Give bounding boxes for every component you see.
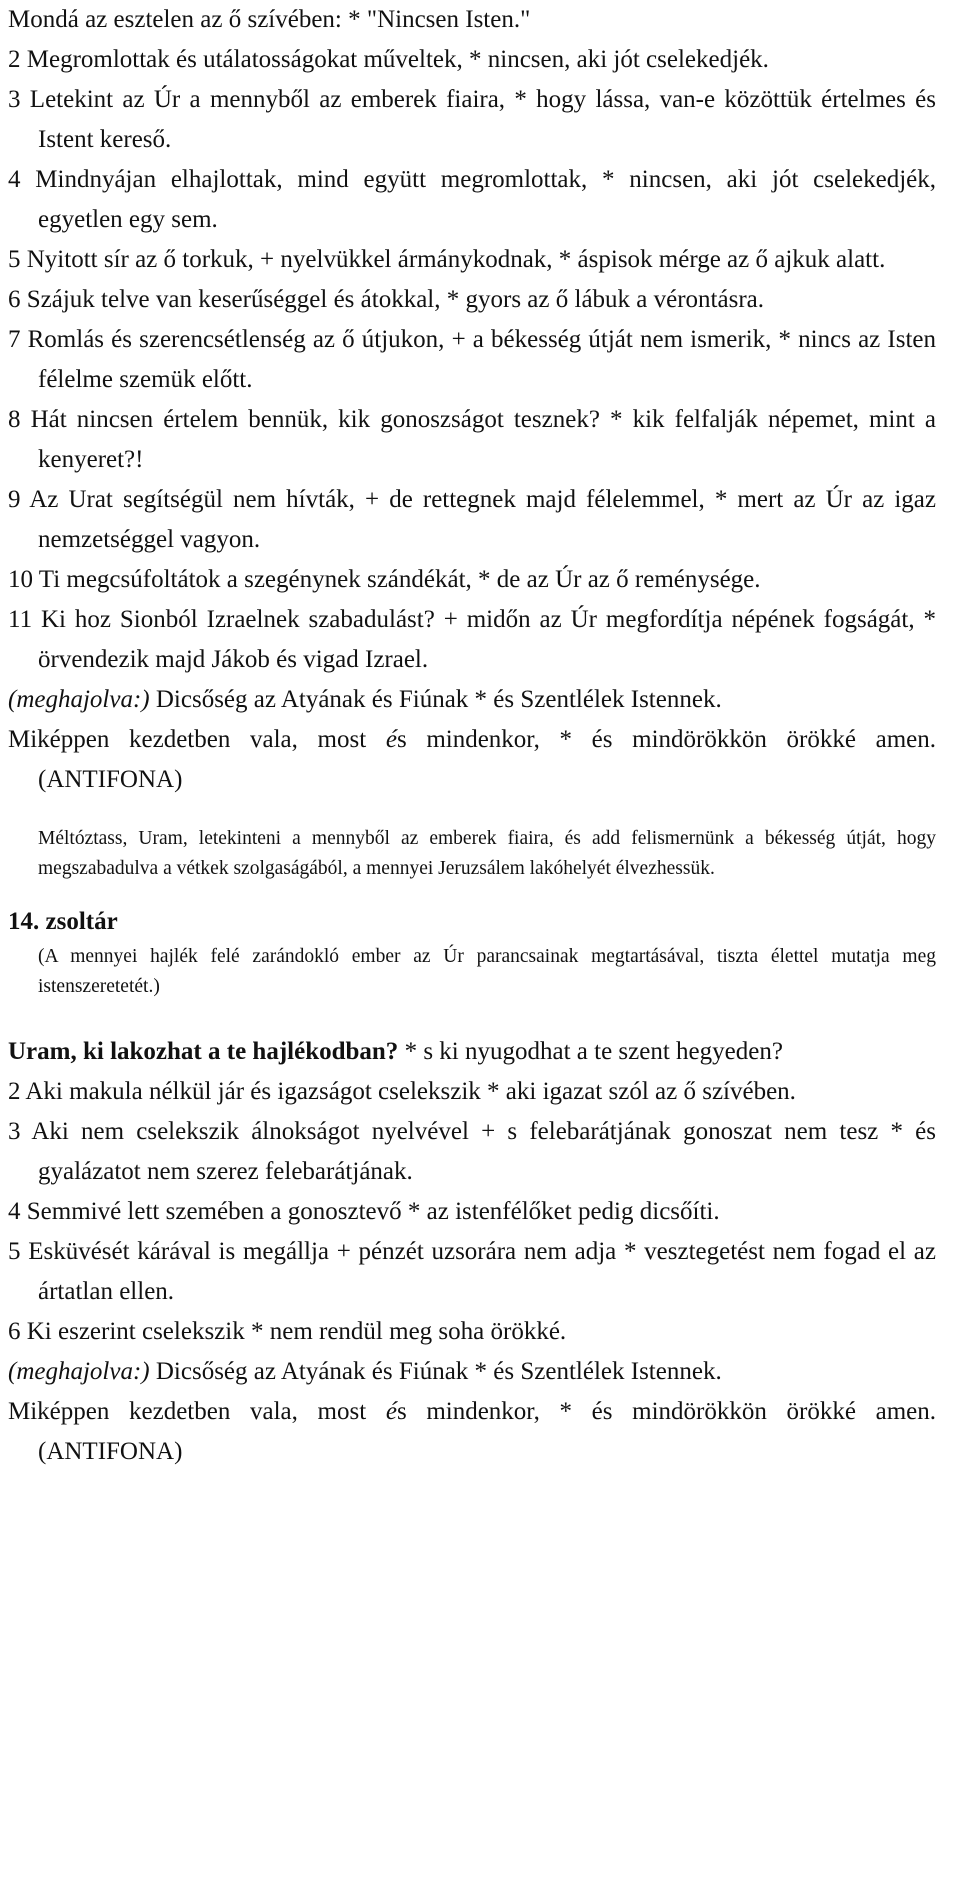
verse-9: 9 Az Urat segítségül nem hívták, + de rettegnek majd félelemmel, * mert az Úr az igaz nemzetséggel vagyon. — [8, 486, 936, 553]
psalm-14-verse-1-rest: * s ki nyugodhat a te szent hegyeden? — [398, 1038, 783, 1065]
psalm-14-verse-5: 5 Esküvését kárával is megállja + pénzét uzsorára nem adja * vesztegetést nem fogad el az ártatlan ellen. — [8, 1238, 936, 1305]
verse-7: 7 Romlás és szerencsétlenség az ő útjukon, + a békesség útját nem ismerik, * nincs az Isten félelme szemük előtt. — [8, 326, 936, 393]
psalm-14-gloria-patri — [8, 1352, 936, 1392]
verse-2: 2 Megromlottak és utálatosságokat műveltek, * nincsen, aki jót cselekedjék. — [8, 46, 769, 73]
psalm-14-verse-6: 6 Ki eszerint cselekszik * nem rendül meg soha örökké. — [8, 1318, 567, 1345]
psalm-14-verse-3: 3 Aki nem cselekszik álnokságot nyelvével + s felebarátjának gonoszat nem tesz * és gyalázatot nem szerez felebarátjának. — [8, 1118, 936, 1185]
gloria-cue: (meghajolva:) — [8, 686, 150, 713]
verse-10: 10 Ti megcsúfoltátok a szegénynek szándékát, * de az Úr az ő reménysége. — [8, 566, 761, 593]
verse-4: 4 Mindnyájan elhajlottak, mind együtt megromlottak, * nincsen, aki jót cselekedjék, egyetlen egy sem. — [8, 166, 936, 233]
sicut-text-a: Miképpen kezdetben vala, most — [8, 726, 386, 753]
verse-5: 5 Nyitott sír az ő torkuk, + nyelvükkel ármánykodnak, * áspisok mérge az ő ajkuk alatt. — [8, 246, 886, 273]
psalm-14-verse-4: 4 Semmivé lett szemében a gonosztevő * az istenfélőket pedig dicsőíti. — [8, 1198, 720, 1225]
sicut-erat — [8, 720, 936, 800]
psalm-14-title: 14. zsoltár — [8, 908, 118, 935]
psalm-14-sicut-text-a: Miképpen kezdetben vala, most — [8, 1398, 386, 1425]
psalm-14-verse-1 — [8, 1032, 936, 1072]
psalm-14-sicut-text-b: s mindenkor, * és mindörökkön örökké amen. (ANTIFONA) — [38, 1398, 936, 1465]
sicut-text-b: s mindenkor, * és mindörökkön örökké amen. (ANTIFONA) — [38, 726, 936, 793]
verse-8: 8 Hát nincsen értelem bennük, kik gonoszságot tesznek? * kik felfalják népemet, mint a kenyeret?! — [8, 406, 936, 473]
verse-1-tail: Mondá az esztelen az ő szívében: * "Nincsen Isten." — [8, 6, 531, 33]
psalm-14-verse-2: 2 Aki makula nélkül jár és igazságot cselekszik * aki igazat szól az ő szívében. — [8, 1078, 796, 1105]
psalm-14-sicut-italic-e: é — [385, 1398, 397, 1425]
verse-11: 11 Ki hoz Sionból Izraelnek szabadulást? + midőn az Úr megfordítja népének fogságát, * örvendezik majd Jákob és vigad Izrael. — [8, 606, 936, 673]
psalm-14-note: (A mennyei hajlék felé zarándokló ember az Úr parancsainak megtartásával, tiszta élettel mutatja meg istenszeretetét.) — [38, 946, 936, 997]
psalm-14-sicut-erat — [8, 1392, 936, 1472]
psalm-14-gloria-text: Dicsőség az Atyának és Fiúnak * és Szentlélek Istennek. — [149, 1358, 722, 1385]
gloria-patri — [8, 680, 936, 720]
gloria-text: Dicsőség az Atyának és Fiúnak * és Szentlélek Istennek. — [149, 686, 722, 713]
sicut-italic-e: é — [385, 726, 397, 753]
verse-6: 6 Szájuk telve van keserűséggel és átokkal, * gyors az ő lábuk a vérontásra. — [8, 286, 764, 313]
psalm-14-verse-1-bold: Uram, ki lakozhat a te hajlékodban? — [8, 1038, 399, 1065]
psalm-14-gloria-cue: (meghajolva:) — [8, 1358, 150, 1385]
psalm-prayer: Méltóztass, Uram, letekinteni a mennyből az emberek fiaira, és add felismernünk a békesség útját, hogy megszabadulva a vétkek szolgaságából, a mennyei Jeruzsálem lakóhelyét élvezhessük. — [38, 828, 936, 879]
verse-3: 3 Letekint az Úr a mennyből az emberek fiaira, * hogy lássa, van-e közöttük értelmes és Istent kereső. — [8, 86, 936, 153]
